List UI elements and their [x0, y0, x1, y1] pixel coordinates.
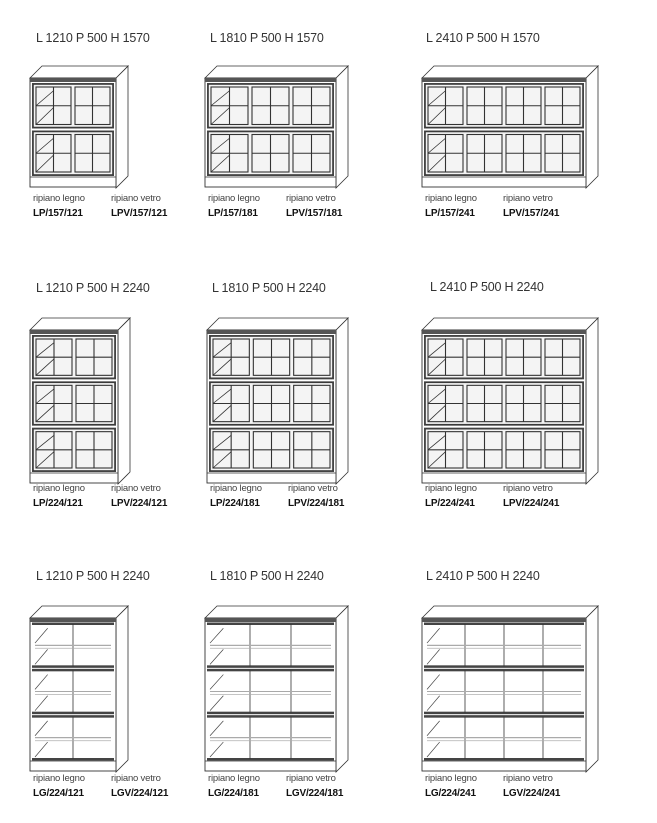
cabinet-drawing — [30, 66, 130, 188]
product-code: LG/224/121 — [33, 788, 84, 799]
shelf-option — [208, 773, 260, 799]
cabinet-drawing — [422, 66, 600, 188]
product-code: LG/224/241 — [425, 788, 476, 799]
model-dimensions: L 1210 P 500 H 2240 — [36, 569, 150, 583]
shelf-option-label: ripiano legno — [33, 193, 85, 204]
shelf-option — [33, 483, 85, 509]
cabinet-drawing — [30, 606, 130, 772]
shelf-band — [207, 715, 334, 718]
shelf-option — [111, 483, 167, 509]
cabinet-top — [30, 66, 128, 78]
cabinet-top — [422, 318, 598, 330]
cabinet-side — [116, 606, 128, 772]
shelf-option-label: ripiano legno — [33, 773, 85, 784]
model-dimensions: L 1810 P 500 H 2240 — [212, 281, 326, 295]
product-code: LPV/157/121 — [111, 208, 168, 219]
cabinet-side — [336, 606, 348, 772]
shelf-option-label: ripiano vetro — [111, 483, 161, 494]
shelf-band — [207, 712, 334, 715]
model-dimensions: L 2410 P 500 H 2240 — [426, 569, 540, 583]
product-code: LP/224/181 — [210, 498, 260, 509]
cabinet-side — [336, 318, 348, 484]
cabinet-crown — [422, 618, 586, 622]
product-code: LPV/157/241 — [503, 208, 560, 219]
shelf-option — [425, 773, 477, 799]
product-code: LG/224/181 — [208, 788, 259, 799]
shelf-option-label: ripiano vetro — [286, 193, 336, 204]
shelf-option — [33, 193, 85, 219]
model-dimensions: L 1210 P 500 H 1570 — [36, 31, 150, 45]
cabinet-crown — [30, 618, 116, 622]
cabinet-drawing — [205, 606, 350, 772]
cabinet-top — [422, 66, 598, 78]
product-code: LPV/224/241 — [503, 498, 560, 509]
model-dimensions: L 2410 P 500 H 2240 — [430, 280, 544, 294]
shelf-option-label: ripiano legno — [425, 773, 477, 784]
shelf-option — [111, 193, 167, 219]
cabinet-crown — [207, 330, 336, 334]
cabinet-side — [118, 318, 130, 484]
cabinet-drawing — [422, 318, 600, 484]
shelf-band — [207, 623, 334, 626]
shelf-option — [425, 483, 477, 509]
cabinet-crown — [422, 330, 586, 334]
shelf-option — [503, 483, 559, 509]
cabinet-top — [30, 606, 128, 618]
product-code: LP/224/121 — [33, 498, 83, 509]
product-code: LP/224/241 — [425, 498, 475, 509]
shelf-option-label: ripiano vetro — [503, 193, 553, 204]
cabinet-side — [586, 66, 598, 188]
cabinet-top — [205, 66, 348, 78]
product-code: LP/157/181 — [208, 208, 258, 219]
shelf-option-label: ripiano legno — [210, 483, 262, 494]
shelf-option-label: ripiano vetro — [503, 483, 553, 494]
shelf-option-label: ripiano vetro — [111, 193, 161, 204]
cabinet-top — [30, 318, 130, 330]
cabinet-drawing — [30, 318, 132, 484]
cabinet-top — [207, 318, 348, 330]
cabinet-top — [422, 606, 598, 618]
product-code: LPV/224/181 — [288, 498, 345, 509]
shelf-option — [286, 193, 342, 219]
product-code: LGV/224/241 — [503, 788, 561, 799]
shelf-option-label: ripiano legno — [425, 483, 477, 494]
cabinet-drawing — [205, 66, 350, 188]
model-dimensions: L 1210 P 500 H 2240 — [36, 281, 150, 295]
product-code: LGV/224/121 — [111, 788, 169, 799]
cabinet-side — [116, 66, 128, 188]
cabinet-crown — [30, 330, 118, 334]
shelf-option-label: ripiano vetro — [503, 773, 553, 784]
product-code: LPV/224/121 — [111, 498, 168, 509]
shelf-option — [208, 193, 260, 219]
shelf-option — [33, 773, 85, 799]
cabinet-crown — [422, 78, 586, 82]
cabinet-side — [586, 606, 598, 772]
shelf-option — [111, 773, 168, 799]
cabinet-crown — [205, 618, 336, 622]
model-dimensions: L 2410 P 500 H 1570 — [426, 31, 540, 45]
shelf-option-label: ripiano legno — [208, 773, 260, 784]
shelf-option — [210, 483, 262, 509]
shelf-band — [207, 669, 334, 672]
cabinet-drawing — [422, 606, 600, 772]
cabinet-crown — [30, 78, 116, 82]
product-code: LGV/224/181 — [286, 788, 344, 799]
cabinet-side — [336, 66, 348, 188]
shelf-band — [207, 665, 334, 668]
cabinet-crown — [205, 78, 336, 82]
product-code: LPV/157/181 — [286, 208, 343, 219]
shelf-option — [503, 193, 559, 219]
shelf-option-label: ripiano legno — [33, 483, 85, 494]
shelf-option-label: ripiano vetro — [286, 773, 336, 784]
shelf-option — [288, 483, 344, 509]
product-code: LP/157/241 — [425, 208, 475, 219]
cabinet-drawing — [207, 318, 350, 484]
product-code: LP/157/121 — [33, 208, 83, 219]
shelf-option-label: ripiano vetro — [111, 773, 161, 784]
shelf-option-label: ripiano legno — [208, 193, 260, 204]
shelf-band — [207, 758, 334, 761]
shelf-option-label: ripiano legno — [425, 193, 477, 204]
shelf-option — [503, 773, 560, 799]
shelf-option-label: ripiano vetro — [288, 483, 338, 494]
shelf-option — [425, 193, 477, 219]
model-dimensions: L 1810 P 500 H 2240 — [210, 569, 324, 583]
cabinet-side — [586, 318, 598, 484]
cabinet-top — [205, 606, 348, 618]
shelf-option — [286, 773, 343, 799]
model-dimensions: L 1810 P 500 H 1570 — [210, 31, 324, 45]
